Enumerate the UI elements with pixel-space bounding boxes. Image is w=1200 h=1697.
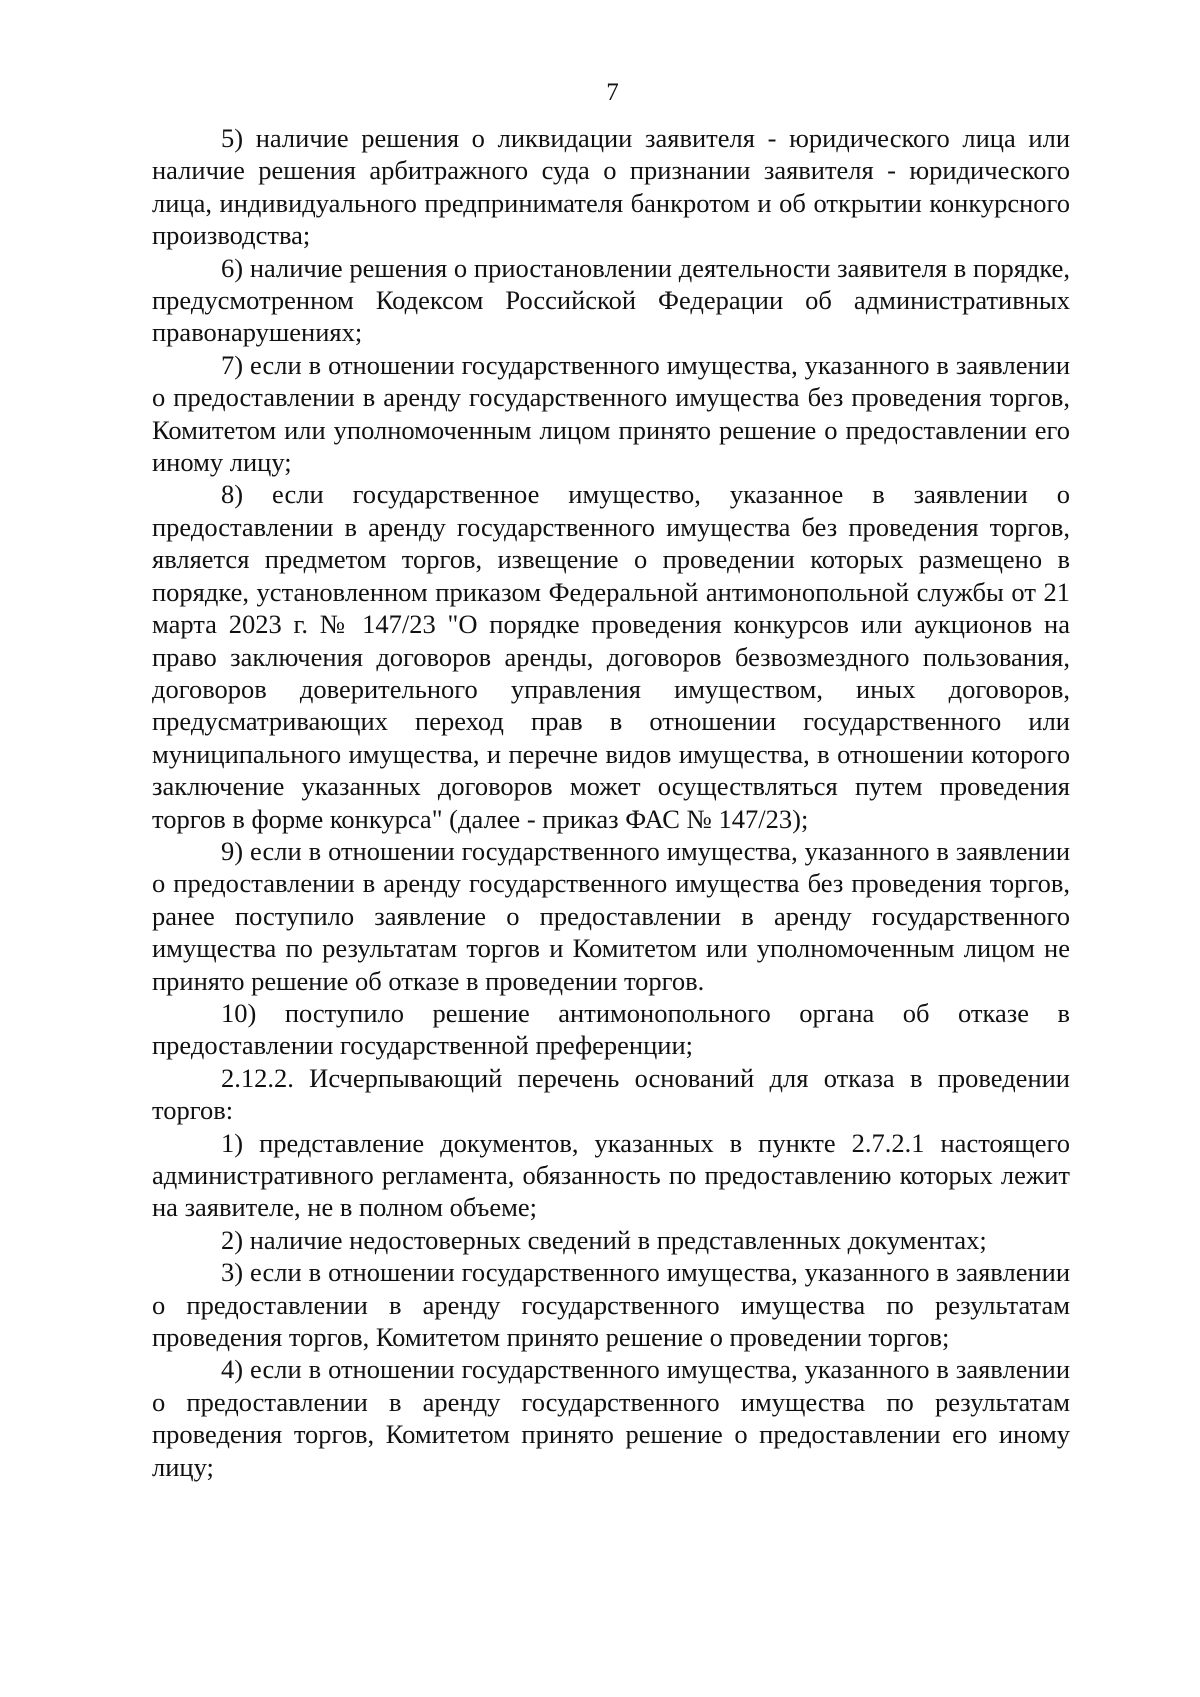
paragraph-item-10: 10) поступило решение антимонопольного органа об отказе в предоставлении государственной преференции; — [152, 997, 1070, 1061]
paragraph-item-7: 7) если в отношении государственного имущества, указанного в заявлении о предоставлении в аренду государственного имущества без проведения торгов, Комитетом или уполномоченным лицом принято решение о предоставлении его иному лицу; — [152, 349, 1070, 478]
paragraph-item-5: 5) наличие решения о ликвидации заявителя - юридического лица или наличие решения арбитражного суда о признании заявителя - юридического лица, индивидуального предпринимателя банкротом и об открытии конкурсного производства; — [152, 123, 1070, 251]
paragraph-item-4: 4) если в отношении государственного имущества, указанного в заявлении о предоставлении в аренду государственного имущества по результатам проведения торгов, Комитетом принято решение о предоставлении его иному лицу; — [152, 1354, 1070, 1482]
paragraph-item-8: 8) если государственное имущество, указанное в заявлении о предоставлении в аренду государственного имущества без проведения торгов, является предметом торгов, извещение о проведении которых размещено в порядке, установленном приказом Федеральной антимонопольной службы от 21 марта 2023 г. № 147/23 "О порядке проведения конкурсов или аукционов на право заключения договоров аренды, договоров безвозмездного пользования, договоров доверительного управления имуществом, иных договоров, предусматривающих переход прав в отношении государственного или муниципального имущества, и перечне видов имущества, в отношении которого заключение указанных договоров может осуществляться путем проведения торгов в форме конкурса" (далее - приказ ФАС № 147/23); — [152, 479, 1070, 834]
document-body — [152, 122, 1070, 1483]
page-number: 7 — [606, 79, 619, 106]
paragraph-item-2: 2) наличие недостоверных сведений в представленных документах; — [221, 1224, 987, 1255]
paragraph-item-1: 1) представление документов, указанных в пункте 2.7.2.1 настоящего административного регламента, обязанность по предоставлению которых лежит на заявителе, не в полном объеме; — [152, 1127, 1070, 1223]
section-heading-2-12-2: 2.12.2. Исчерпывающий перечень оснований для отказа в проведении торгов: — [152, 1062, 1070, 1126]
paragraph-item-9: 9) если в отношении государственного имущества, указанного в заявлении о предоставлении в аренду государственного имущества без проведения торгов, ранее поступило заявление о предоставлении в аренду государственного имущества по результатам торгов и Комитетом или уполномоченным лицом не принято решение об отказе в проведении торгов. — [152, 835, 1070, 996]
paragraph-item-3: 3) если в отношении государственного имущества, указанного в заявлении о предоставлении в аренду государственного имущества по результатам проведения торгов, Комитетом принято решение о проведении торгов; — [152, 1257, 1070, 1353]
paragraph-item-6: 6) наличие решения о приостановлении деятельности заявителя в порядке, предусмотренном Кодексом Российской Федерации об административных правонарушениях; — [152, 252, 1070, 348]
